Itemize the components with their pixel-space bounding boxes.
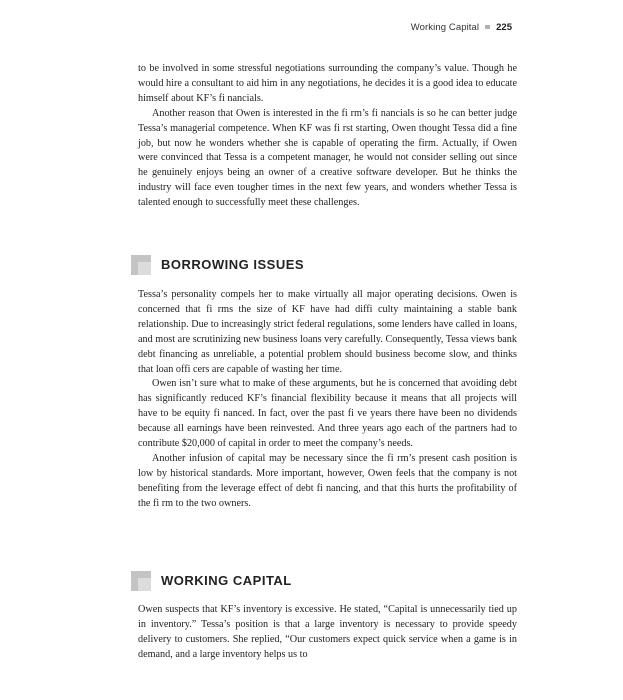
section-heading-label: BORROWING ISSUES <box>161 257 305 272</box>
opening-text <box>138 62 517 211</box>
paragraph: Another reason that Owen is interested in the fi rm’s fi nancials is so he can better judge Tessa’s managerial competence. When KF was fi rst starting, Owen thought Tessa did a fine job, but now he wonders whether she is capable of operating the firm. Actually, if Owen were convinced that Tessa is a competent manager, he would not consider selling out since he genuinely enjoys being an owner of a creative software developer. But he thinks the industry will face even tougher times in the next few years, and wonders whether Tessa is talented enough to successfully meet these challenges. <box>138 107 517 209</box>
heading-marker-icon <box>131 571 151 591</box>
running-head-separator <box>485 25 490 29</box>
heading-marker-icon <box>131 255 151 275</box>
running-head-title: Working Capital <box>410 22 480 33</box>
page-number: 225 <box>496 22 512 33</box>
paragraph: Owen isn’t sure what to make of these arguments, but he is concerned that avoiding debt has significantly reduced KF’s financial flexibility because it means that all projects will have to be equity fi nanced. In fact, over the past fi ve years there have been no dividends because all earnings have been reinvested. And three years ago each of the partners had to contribute $20,000 of capital in order to meet the company’s needs. <box>138 378 517 450</box>
section-heading-label: WORKING CAPITAL <box>161 573 292 588</box>
working-capital-text <box>138 603 517 663</box>
paragraph: Owen suspects that KF’s inventory is excessive. He stated, “Capital is unnecessarily tied up in inventory.” Tessa’s position is that a large inventory is necessary to provide speedy delivery to customers. She replied, “Our customers expect quick service when a game is in demand, and a large inventory helps us to <box>138 604 517 660</box>
paragraph: to be involved in some stressful negotiations surrounding the company’s value. Though he would hire a consultant to aid him in any negotiations, he decides it is a good idea to educate himself about KF’s fi nancials. <box>138 63 517 104</box>
paragraph: Tessa’s personality compels her to make virtually all major operating decisions. Owen is concerned that fi rms the size of KF have had diffi culty maintaining a stable bank relationship. Due to increasingly strict federal regulations, some lenders have called in loans, and most are scrutinizing new business loans very carefully. Consequently, Tessa views bank debt financing as unreliable, a potential problem should business become slow, and thinks that loan offi cers are capable of wasting her time. <box>138 289 517 375</box>
paragraph: Another infusion of capital may be necessary since the fi rm’s present cash position is low by historical standards. More important, however, Owen feels that the company is not benefiting from the leverage effect of debt fi nancing, and that this hurts the profitability of the fi rm to the two owners. <box>138 452 517 509</box>
borrowing-issues-text <box>138 288 517 512</box>
running-head <box>0 22 512 33</box>
